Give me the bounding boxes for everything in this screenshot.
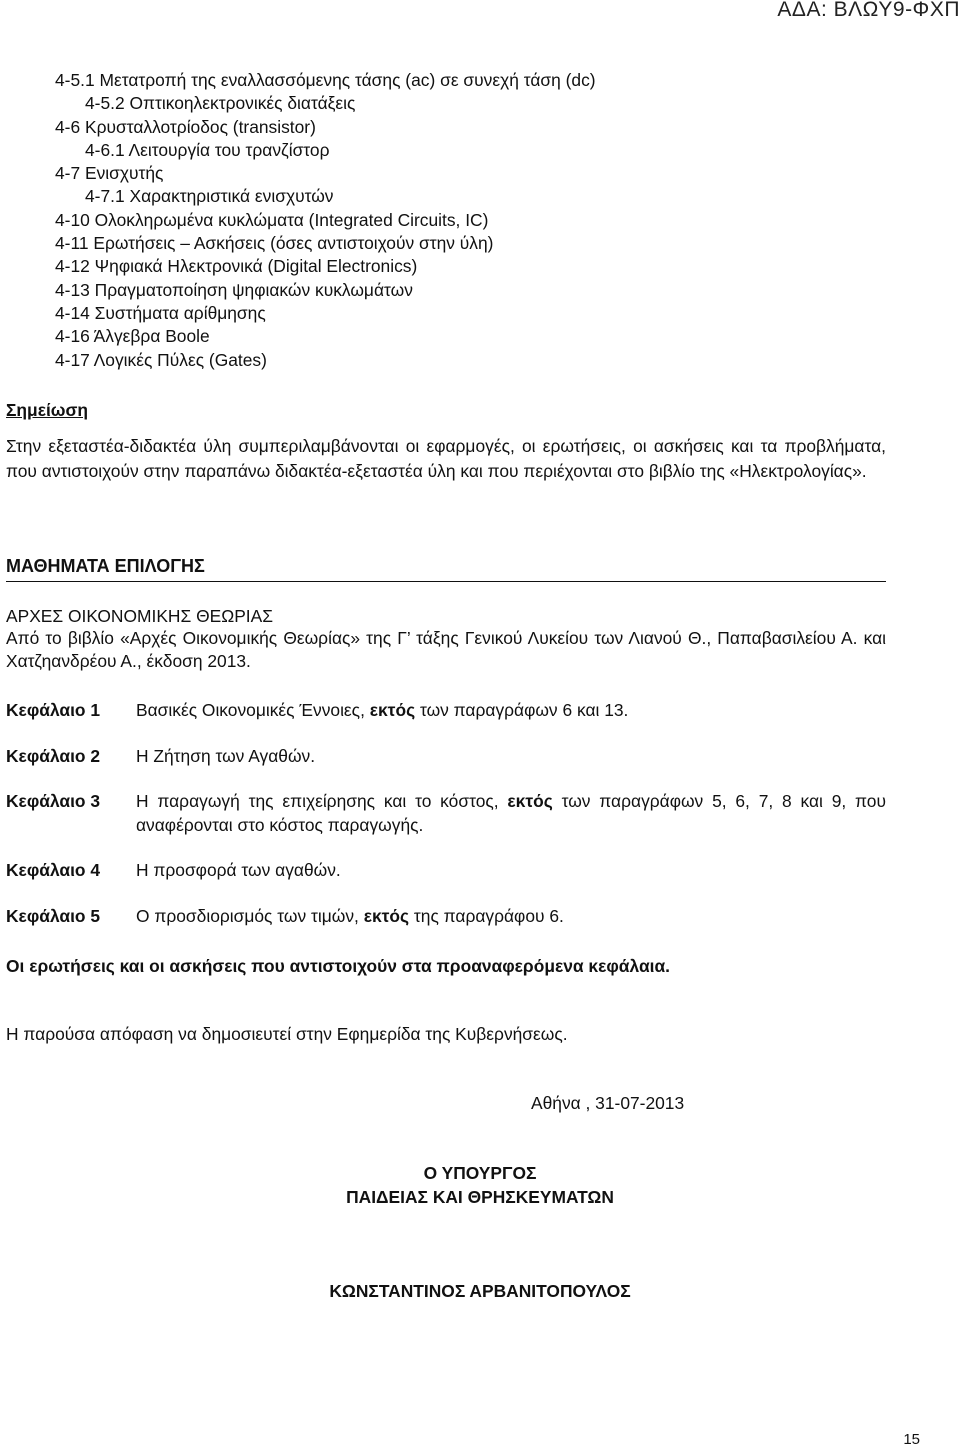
chapter-label: Κεφάλαιο 4 [6, 860, 101, 880]
chapter-label: Κεφάλαιο 1 [6, 700, 101, 720]
chapter-text: Η προσφορά των αγαθών. [136, 860, 341, 880]
note-title: Σημείωση [6, 400, 88, 420]
chapter-exception: εκτός [507, 791, 553, 811]
publication-order: Η παρούσα απόφαση να δημοσιευτεί στην Εφημερίδα της Κυβερνήσεως. [6, 1024, 568, 1044]
chapter-description [136, 905, 564, 927]
chapter-description [136, 859, 341, 881]
syllabus-item: 4-11 Ερωτήσεις – Ασκήσεις (όσες αντιστοιχούν στην ύλη) [55, 233, 494, 254]
place-date: Αθήνα , 31-07-2013 [531, 1093, 685, 1113]
syllabus-item: 4-10 Ολοκληρωμένα κυκλώματα (Integrated Circuits, IC) [55, 209, 489, 230]
syllabus-item: 4-7.1 Χαρακτηριστικά ενισχυτών [85, 186, 334, 207]
syllabus-item: 4-12 Ψηφιακά Ηλεκτρονικά (Digital Electronics) [55, 256, 418, 277]
signatory-ministry: ΠΑΙΔΕΙΑΣ ΚΑΙ ΘΡΗΣΚΕΥΜΑΤΩΝ [346, 1187, 614, 1207]
syllabus-item: 4-17 Λογικές Πύλες (Gates) [55, 349, 267, 370]
chapter-text: των παραγράφων 5, 6, 7, 8 και 9, που αναφέρονται στο κόστος παραγωγής. [136, 791, 886, 835]
chapter-text: Ο προσδιορισμός των τιμών, [136, 906, 364, 926]
chapter-label: Κεφάλαιο 5 [6, 906, 101, 926]
syllabus-item: 4-6.1 Λειτουργία του τρανζίστορ [85, 139, 330, 160]
syllabus-item: 4-16 Άλγεβρα Boole [55, 326, 210, 347]
syllabus-item: 4-13 Πραγματοποίηση ψηφιακών κυκλωμάτων [55, 279, 413, 300]
section-title: ΜΑΘΗΜΑΤΑ ΕΠΙΛΟΓΗΣ [6, 556, 205, 576]
chapter-text: της παραγράφου 6. [409, 906, 564, 926]
subject-title: ΑΡΧΕΣ ΟΙΚΟΝΟΜΙΚΗΣ ΘΕΩΡΙΑΣ [6, 606, 273, 626]
syllabus-item: 4-7 Ενισχυτής [55, 163, 164, 184]
note-body: Στην εξεταστέα-διδακτέα ύλη συμπεριλαμβάνονται οι εφαρμογές, οι ερωτήσεις, οι ασκήσεις και τα προβλήματα, που αντιστοιχούν στην παραπάνω διδακτέα-εξεταστέα ύλη και που περιέχονται στο βιβλίο της «Ηλεκτρολογίας». [6, 436, 886, 481]
chapter-exception: εκτός [363, 906, 410, 926]
chapter-description [136, 745, 315, 767]
chapter-description [136, 699, 628, 721]
syllabus-item: 4-14 Συστήματα αρίθμησης [55, 302, 266, 323]
section-divider [6, 581, 886, 582]
chapter-description [136, 789, 886, 837]
chapter-label: Κεφάλαιο 2 [6, 746, 101, 766]
document-code: ΑΔΑ: ΒΛΩΥ9-ΦΧΠ [777, 0, 960, 21]
textbook-reference: Από το βιβλίο «Αρχές Οικονομικής Θεωρίας» της Γ’ τάξης Γενικού Λυκείου των Λιανού Θ., Παπαβασιλείου Α. και Χατζηανδρέου Α., έκδοση 2013. [6, 628, 886, 671]
chapter-text: των παραγράφων 6 και 13. [415, 700, 629, 720]
chapter-text: Η Ζήτηση των Αγαθών. [136, 746, 316, 766]
signatory-title: Ο ΥΠΟΥΡΓΟΣ [423, 1163, 537, 1183]
chapter-exception: εκτός [369, 700, 416, 720]
signatory-name: ΚΩΝΣΤΑΝΤΙΝΟΣ ΑΡΒΑΝΙΤΟΠΟΥΛΟΣ [329, 1281, 631, 1301]
syllabus-item: 4-5.2 Οπτικοηλεκτρονικές διατάξεις [85, 93, 356, 114]
syllabus-list [55, 69, 596, 372]
chapter-label: Κεφάλαιο 3 [6, 791, 101, 811]
questions-note: Οι ερωτήσεις και οι ασκήσεις που αντιστοιχούν στα προαναφερόμενα κεφάλαια. [6, 956, 670, 976]
page-number: 15 [903, 1431, 920, 1448]
chapter-text: Η παραγωγή της επιχείρησης και το κόστος, [136, 791, 508, 811]
chapter-text: Βασικές Οικονομικές Έννοιες, [136, 700, 370, 720]
syllabus-item: 4-5.1 Μετατροπή της εναλλασσόμενης τάσης (ac) σε συνεχή τάση (dc) [55, 70, 596, 90]
syllabus-item: 4-6 Κρυσταλλοτρίοδος (transistor) [55, 116, 316, 137]
